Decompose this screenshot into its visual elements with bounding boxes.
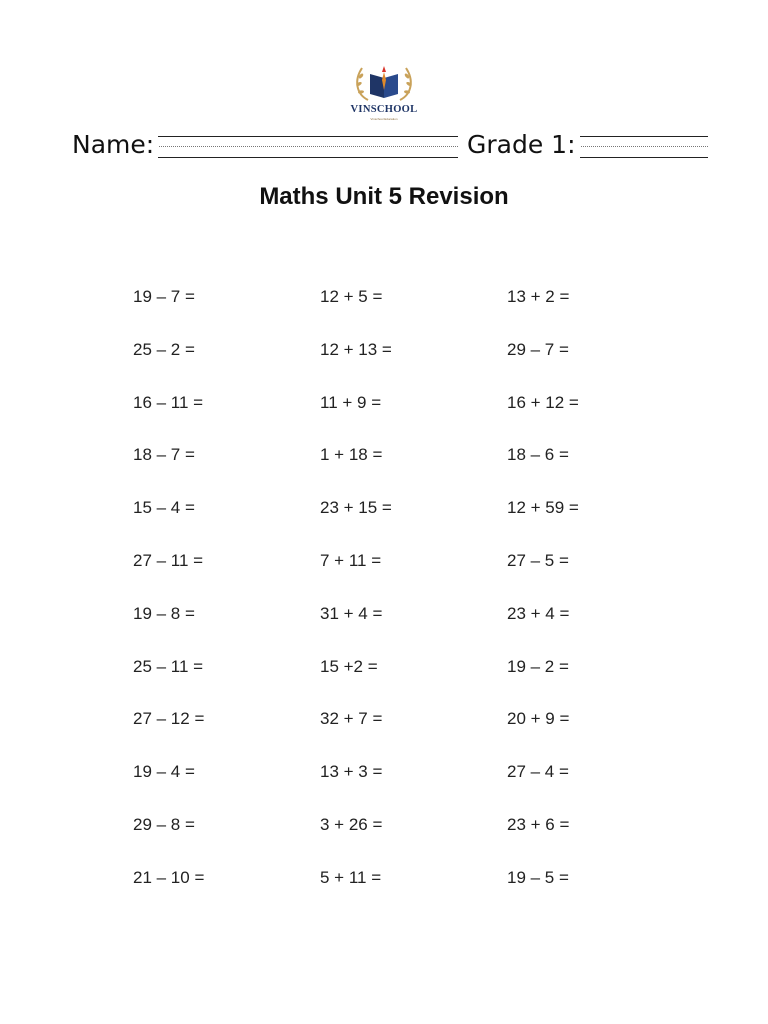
math-problem: 32 + 7 = <box>320 709 383 729</box>
math-problem: 13 + 2 = <box>507 287 570 306</box>
school-logo <box>338 64 430 122</box>
math-problem: 16 + 12 = <box>507 392 579 412</box>
math-problem: 7 + 11 = <box>320 551 382 570</box>
math-problem: 27 – 5 = <box>507 551 569 570</box>
math-problem: 19 – 8 = <box>133 603 195 623</box>
math-problem: 16 – 11 = <box>133 392 204 412</box>
math-problem: 23 + 4 = <box>507 603 570 623</box>
math-problem: 12 + 13 = <box>320 339 392 359</box>
math-problem: 19 – 7 = <box>133 287 195 306</box>
math-problem: 3 + 26 = <box>320 815 383 834</box>
grade-field[interactable] <box>467 131 708 159</box>
math-problem: 27 – 12 = <box>133 709 205 729</box>
math-problem: 23 + 6 = <box>507 815 570 834</box>
math-problem: 23 + 15 = <box>320 498 392 518</box>
laurel-book-icon <box>338 64 430 106</box>
math-problem: 18 – 6 = <box>507 445 569 465</box>
math-problem: 25 – 2 = <box>133 339 195 359</box>
grade-label: Grade 1: <box>467 131 580 159</box>
math-problem: 31 + 4 = <box>320 603 383 623</box>
math-problem: 29 – 8 = <box>133 815 195 834</box>
math-problem: 12 + 5 = <box>320 287 383 306</box>
math-problem: 5 + 11 = <box>320 867 382 887</box>
logo-wordmark: VINSCHOOL <box>350 104 418 115</box>
math-problem: 25 – 11 = <box>133 656 204 676</box>
math-problem: 11 + 9 = <box>320 392 382 412</box>
math-problem: 18 – 7 = <box>133 445 195 465</box>
page-title: Maths Unit 5 Revision <box>259 183 509 210</box>
logo-tagline: Vinschool Education <box>370 117 398 121</box>
name-field[interactable] <box>72 131 458 159</box>
math-problem: 13 + 3 = <box>320 762 383 782</box>
math-problem: 12 + 59 = <box>507 498 579 518</box>
math-problem: 27 – 11 = <box>133 551 204 570</box>
name-label: Name: <box>72 131 158 159</box>
math-problem: 21 – 10 = <box>133 867 205 887</box>
math-problem: 29 – 7 = <box>507 339 569 359</box>
math-problem: 1 + 18 = <box>320 445 383 465</box>
math-problem: 20 + 9 = <box>507 709 570 729</box>
math-problem: 19 – 2 = <box>507 656 569 676</box>
math-problem: 15 – 4 = <box>133 498 195 518</box>
math-problem: 27 – 4 = <box>507 762 569 782</box>
math-problem: 19 – 5 = <box>507 867 569 887</box>
math-problem: 15 +2 = <box>320 656 378 676</box>
math-problem: 19 – 4 = <box>133 762 195 782</box>
